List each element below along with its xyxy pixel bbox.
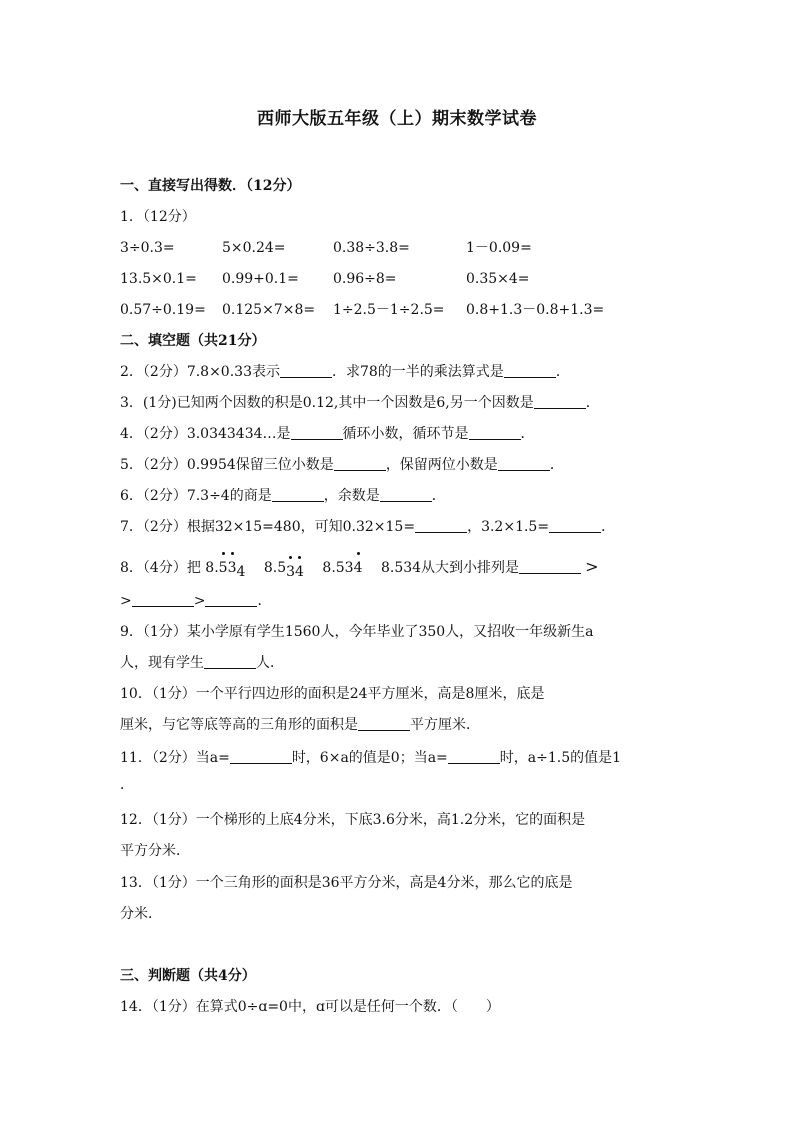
calc-cell: 0.99+0.1= (222, 271, 299, 287)
answer-blank[interactable] (132, 592, 194, 607)
q9-text-c: 人． (256, 655, 284, 671)
q6-text-b: ，余数是 (323, 488, 380, 504)
question-8-cont (120, 591, 271, 611)
answer-blank[interactable] (230, 749, 292, 764)
q5-text-b: ，保留两位小数是 (385, 457, 498, 473)
calc-cell: 1÷2.5－1÷2.5= (333, 302, 445, 318)
greater-than-sign: > (585, 557, 599, 576)
q2-text-c: ． (555, 364, 570, 380)
section3-heading: 三、判断题（共4分） (120, 968, 256, 984)
question-13-cont: 分米． (120, 906, 162, 922)
q7-text-b: ，3.2×1.5= (467, 519, 550, 535)
calc-cell: 3÷0.3= (120, 240, 175, 256)
answer-blank[interactable] (272, 487, 324, 502)
calc-cell: 5×0.24= (222, 240, 286, 256)
q10-text-c: 平方厘米． (410, 717, 480, 733)
answer-blank[interactable] (504, 363, 556, 378)
q6-text-c: ． (431, 488, 446, 504)
question-6 (120, 486, 446, 506)
q4-text-b: 循环小数，循环节是 (342, 426, 469, 442)
question-9: 9．（1分）某小学原有学生1560人，今年毕业了350人，又招收一年级新生a (120, 624, 594, 640)
q11-text-b: 时，6×a的值是0；当a= (291, 750, 448, 766)
answer-blank[interactable] (205, 592, 257, 607)
answer-blank[interactable] (280, 363, 332, 378)
repeating-decimal-3: 8.534 (322, 560, 363, 576)
q3-text-a: 3．(1分)已知两个因数的积是0.12,其中一个因数是6,另一个因数是 (120, 395, 534, 411)
q4-text-c: ． (520, 426, 535, 442)
repeating-decimal-1: 8.534 (205, 560, 246, 580)
calc-cell: 0.38÷3.8= (333, 240, 410, 256)
question-9-cont (120, 653, 284, 673)
calc-cell: 0.125×7×8= (222, 302, 316, 318)
section1-heading: 一、直接写出得数．（12分） (120, 178, 301, 194)
calc-cell: 0.96÷8= (333, 271, 397, 287)
q7-text-a: 7．（2分）根据32×15=480，可知0.32×15= (120, 519, 416, 535)
question-7 (120, 517, 615, 537)
answer-blank[interactable] (380, 487, 432, 502)
answer-blank[interactable] (204, 654, 256, 669)
answer-blank[interactable] (498, 456, 550, 471)
q8-text-a: 8．（4分）把 (120, 560, 201, 576)
q8-text-b: 8.534从大到小排列是 (380, 560, 520, 576)
answer-blank[interactable] (358, 716, 410, 731)
question-2 (120, 362, 570, 382)
q6-text-a: 6．（2分）7.3÷4的商是 (120, 488, 272, 504)
q8-end: ． (257, 593, 272, 609)
q10-text-b: 厘米，与它等底等高的三角形的面积是 (120, 717, 358, 733)
answer-blank[interactable] (291, 425, 343, 440)
q2-text-b: ．求78的一半的乘法算式是 (331, 364, 504, 380)
greater-than-sign: > (120, 593, 132, 609)
answer-blank[interactable] (448, 749, 500, 764)
question-1: 1．（12分） (120, 209, 196, 225)
question-10: 10．（1分）一个平行四边形的面积是24平方厘米，高是8厘米，底是 (120, 686, 545, 702)
q5-text-a: 5．（2分）0.9954保留三位小数是 (120, 457, 334, 473)
calc-cell: 0.35×4= (466, 271, 530, 287)
q11-text-a: 11．（2分）当a= (120, 750, 230, 766)
q3-text-b: ． (585, 395, 600, 411)
question-12: 12．（1分）一个梯形的上底4分米，下底3.6分米，高1.2分米，它的面积是 (120, 812, 586, 828)
answer-blank[interactable] (534, 394, 586, 409)
calc-cell: 0.57÷0.19= (120, 302, 206, 318)
question-8 (120, 557, 598, 578)
question-10-cont (120, 715, 480, 735)
calc-cell: 0.8+1.3－0.8+1.3= (466, 302, 605, 318)
question-13: 13．（1分）一个三角形的面积是36平方分米，高是4分米，那么它的底是 (120, 875, 573, 891)
answer-blank[interactable] (334, 456, 386, 471)
page-title: 西师大版五年级（上）期末数学试卷 (257, 109, 537, 129)
question-5 (120, 455, 564, 475)
repeating-decimal-2: 8.534 (263, 560, 304, 580)
section2-heading: 二、填空题（共21分） (120, 333, 266, 349)
greater-than-sign: > (193, 593, 206, 609)
answer-blank[interactable] (415, 518, 467, 533)
answer-blank[interactable] (469, 425, 521, 440)
answer-blank[interactable] (519, 559, 581, 574)
calc-cell: 1－0.09= (466, 240, 532, 256)
question-14: 14．（1分）在算式0÷ɑ=0中，ɑ可以是任何一个数．（ ） (120, 999, 500, 1015)
q4-text-a: 4．（2分）3.0343434…是 (120, 426, 291, 442)
question-11-cont: ． (120, 777, 134, 793)
q7-text-c: ． (601, 519, 616, 535)
q2-text-a: 2．（2分）7.8×0.33表示 (120, 364, 280, 380)
q11-text-c: 时，a÷1.5的值是1 (499, 750, 622, 766)
question-11 (120, 748, 621, 768)
q5-text-c: ． (549, 457, 564, 473)
answer-blank[interactable] (549, 518, 601, 533)
question-12-cont: 平方分米． (120, 843, 190, 859)
q9-text-b: 人，现有学生 (120, 655, 204, 671)
question-4 (120, 424, 535, 444)
calc-cell: 13.5×0.1= (120, 271, 197, 287)
question-3 (120, 393, 600, 413)
